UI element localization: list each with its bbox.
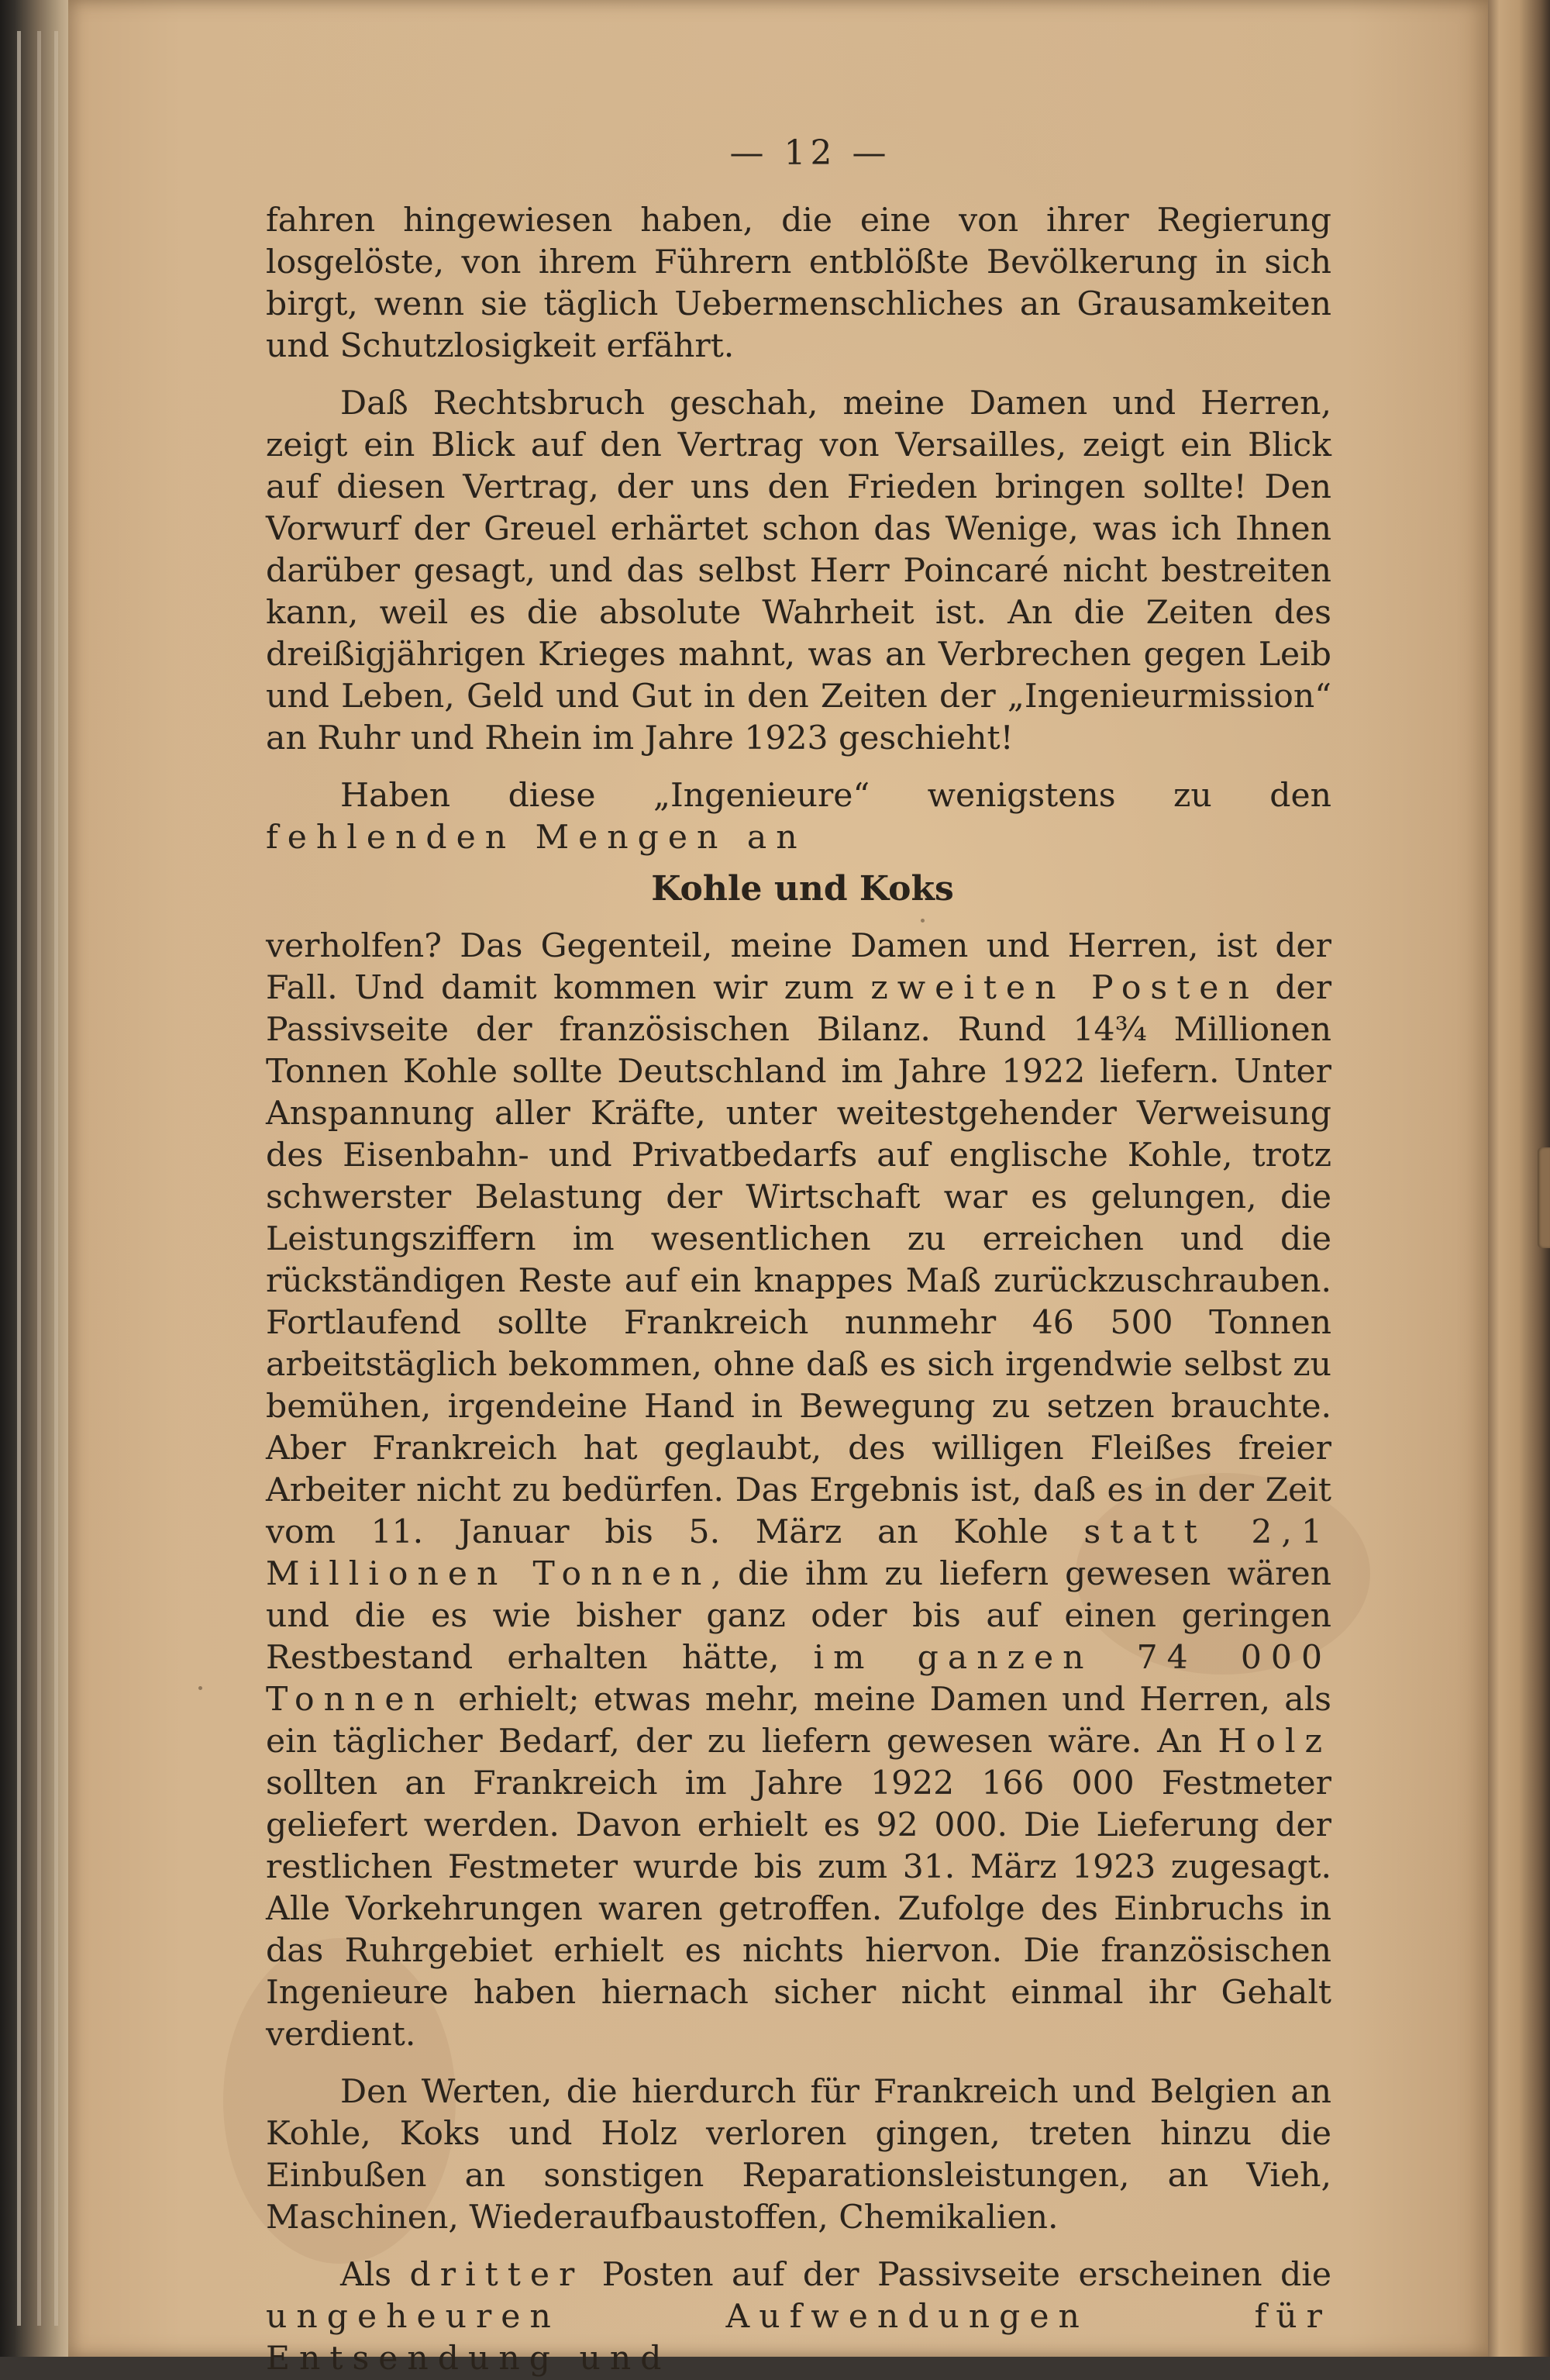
- page-edge-line: [54, 31, 58, 2326]
- page-edge-line: [17, 31, 21, 2326]
- spaced-text: dritter: [409, 2256, 584, 2294]
- section-heading: Kohle und Koks: [651, 869, 954, 909]
- book-page: [68, 0, 1490, 2378]
- text-run: Haben diese „Ingenieure“ wenigstens zu den: [340, 777, 1331, 815]
- spaced-text: im ganzen 74 000 Tonnen: [266, 1639, 1331, 1719]
- text-run: Posten auf der Passivseite erscheinen die: [584, 2256, 1331, 2294]
- left-page-edges: [0, 0, 71, 2357]
- paragraph-dritter-posten: [266, 2254, 1331, 2380]
- spaced-text: statt 2,1 Millionen Tonnen: [266, 1513, 1331, 1593]
- page-edge-line: [37, 31, 41, 2326]
- spaced-text: fehlenden Mengen an: [266, 819, 807, 857]
- text-run: der Passivseite der französischen Bilanz. Rund 14¾ Millionen Tonnen Kohle sollte Deutschland im Jahre 1922 liefern. Unter Anspannung aller Kräfte, unter weitestgehender Verweisung des Eisenbahn- und Privatbedarfs auf englische Kohle, trotz schwerster Belastung der Wirtschaft war es gelungen, die Leistungsziffern im wesentlichen zu erreichen und die rückständigen Reste auf ein knappes Maß zurückzuschrauben. Fortlaufend sollte Frankreich nunmehr 46 500 Tonnen arbeitstäglich bekommen, ohne daß es sich irgendwie selbst zu bemühen, irgendeine Hand in Bewegung zu setzen brauchte. Aber Frankreich hat geglaubt, des willigen Fleißes freier Arbeiter nicht zu bedürfen. Das Ergebnis ist, daß es in der Zeit vom 11. Januar bis 5. März an Kohle: [266, 969, 1332, 1551]
- spaced-text: Holz: [1218, 1723, 1331, 1761]
- page-body: [266, 200, 1331, 2380]
- paragraph-ingenieure: [266, 775, 1331, 859]
- binding-clip: [1538, 1147, 1550, 1248]
- text-run: verholfen? Das Gegenteil, meine Damen und Herren, ist der Fall. Und damit kommen wir zum: [266, 927, 1331, 1007]
- paragraph-kohle: [266, 926, 1331, 2056]
- paragraph-rechtsbruch: Daß Rechtsbruch geschah, meine Damen und Herren, zeigt ein Blick auf den Vertrag von Versailles, zeigt ein Blick auf diesen Vertrag, der uns den Frieden bringen sollte! Den Vorwurf der Greuel erhärtet schon das Wenige, was ich Ihnen darüber gesagt, und das selbst Herr Poincaré nicht bestreiten kann, weil es die absolute Wahrheit ist. An die Zeiten des dreißigjährigen Krieges mahnt, was an Verbrechen gegen Leib und Leben, Geld und Gut in den Zeiten der „Ingenieurmission“ an Ruhr und Rhein im Jahre 1923 geschieht!: [266, 385, 1331, 757]
- spaced-text: ungeheuren Aufwendungen für Entsendung und: [266, 2298, 1331, 2378]
- spaced-text: zweiten Posten: [870, 969, 1259, 1007]
- ink-speck: [198, 1686, 202, 1690]
- paragraph-werte: Den Werten, die hierdurch für Frankreich und Belgien an Kohle, Koks und Holz verloren gingen, treten hinzu die Einbußen an sonstigen Reparationsleistungen, an Vieh, Maschinen, Wiederaufbaustoffen, Chemikalien.: [266, 2073, 1331, 2237]
- text-run: sollten an Frankreich im Jahre 1922 166 000 Festmeter geliefert werden. Davon erhielt es 92 000. Die Lieferung der restlichen Festmeter wurde bis zum 31. März 1923 zugesagt. Alle Vorkehrungen waren getroffen. Zufolge des Einbruchs in das Ruhrgebiet erhielt es nichts hiervon. Die französischen Ingenieure haben hiernach sicher nicht einmal ihr Gehalt verdient.: [266, 1764, 1331, 2054]
- text-run: Als: [340, 2256, 410, 2294]
- text-run: erhielt; etwas mehr, meine Damen und Herren, als ein täglicher Bedarf, der zu liefern gewesen wäre. An: [266, 1681, 1331, 1761]
- page-number: — 12 —: [729, 133, 891, 173]
- paragraph-continuation: fahren hingewiesen haben, die eine von ihrer Regierung losgelöste, von ihrem Führern entblößte Bevölkerung in sich birgt, wenn sie täglich Uebermenschliches an Grausamkeiten und Schutzlosigkeit erfährt.: [266, 202, 1331, 365]
- text-run: , die ihm zu liefern gewesen wären und die es wie bisher ganz oder bis auf einen geringen Restbestand erhalten hätte,: [266, 1555, 1332, 1677]
